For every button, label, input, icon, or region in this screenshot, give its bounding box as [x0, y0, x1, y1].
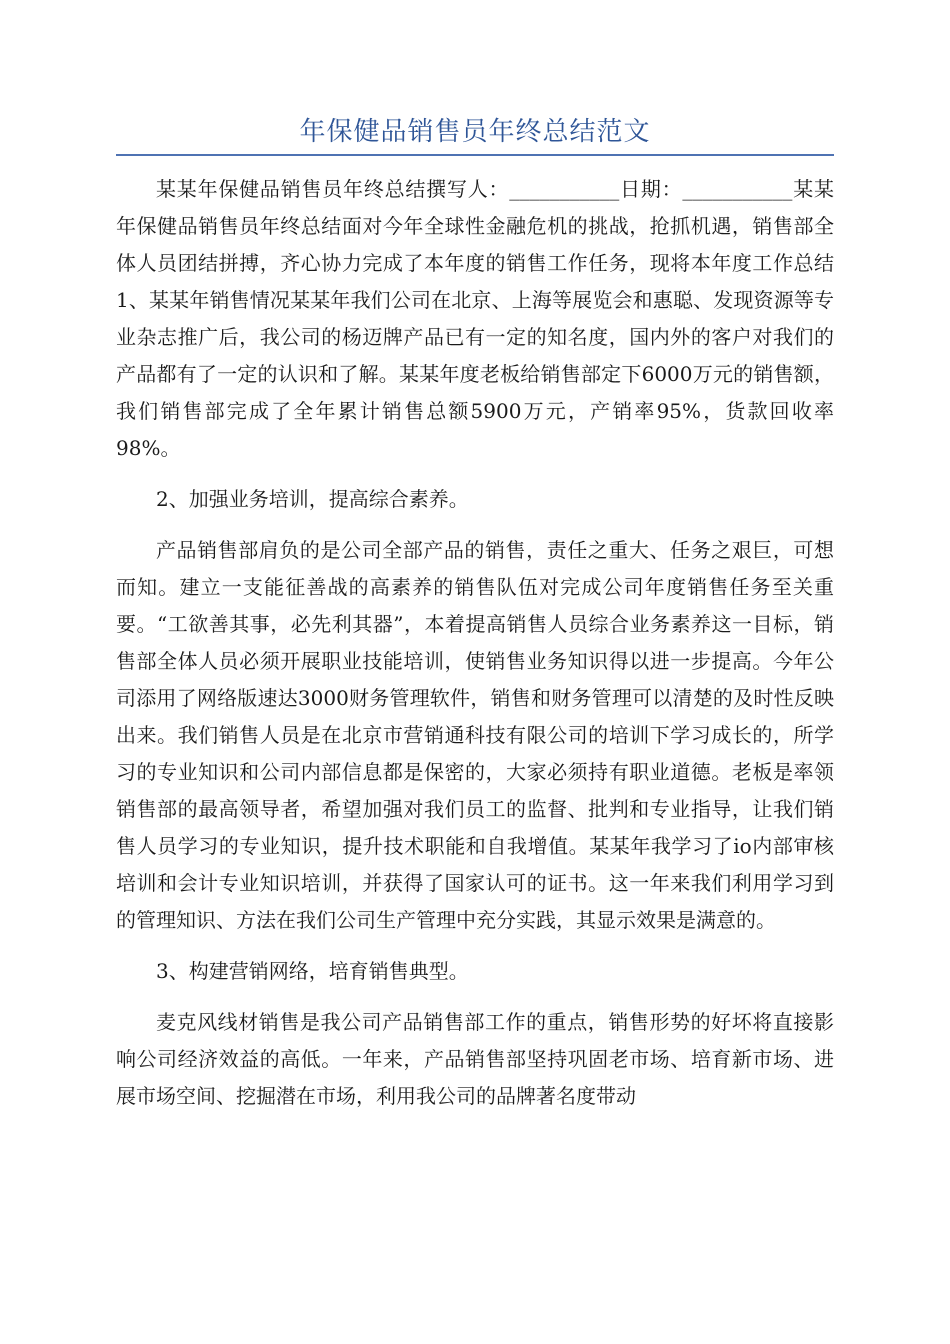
paragraph-network: 麦克风线材销售是我公司产品销售部工作的重点，销售形势的好坏将直接影响公司经济效益的高低。一年来，产品销售部坚持巩固老市场、培育新市场、进展市场空间、挖掘潜在市场，利用我公司的品牌著名度带动 — [116, 1010, 834, 1108]
paragraph-intro: 某某年保健品销售员年终总结撰写人：___________日期：___________某某年保健品销售员年终总结面对今年全球性金融危机的挑战，抢抓机遇，销售部全体人员团结拼搏，齐心协力完成了本年度的销售工作任务，现将本年度工作总结1、某某年销售情况某某年我们公司在北京、上海等展览会和惠聪、发现资源等专业杂志推广后，我公司的杨迈牌产品已有一定的知名度，国内外的客户对我们的产品都有了一定的认识和了解。某某年度老板给销售部定下6000万元的销售额，我们销售部完成了全年累计销售总额5900万元，产销率95%，货款回收率98%。 — [116, 177, 834, 460]
title-underline — [116, 154, 834, 156]
paragraph-heading-training: 2、加强业务培训，提高综合素养。 — [156, 487, 469, 511]
document-body — [116, 171, 834, 1115]
paragraph-training: 产品销售部肩负的是公司全部产品的销售，责任之重大、任务之艰巨，可想而知。建立一支能征善战的高素养的销售队伍对完成公司年度销售任务至关重要。“工欲善其事，必先利其器”，本着提高销售人员综合业务素养这一目标，销售部全体人员必须开展职业技能培训，使销售业务知识得以进一步提高。今年公司添用了网络版速达3000财务管理软件，销售和财务管理可以清楚的及时性反映出来。我们销售人员是在北京市营销通科技有限公司的培训下学习成长的，所学习的专业知识和公司内部信息都是保密的，大家必须持有职业道德。老板是率领销售部的最高领导者，希望加强对我们员工的监督、批判和专业指导，让我们销售人员学习的专业知识，提升技术职能和自我增值。某某年我学习了io内部审核培训和会计专业知识培训，并获得了国家认可的证书。这一年来我们利用学习到的管理知识、方法在我们公司生产管理中充分实践，其显示效果是满意的。 — [116, 538, 834, 932]
paragraph-heading-network: 3、构建营销网络，培育销售典型。 — [156, 959, 469, 983]
document-title: 年保健品销售员年终总结范文 — [299, 117, 651, 147]
